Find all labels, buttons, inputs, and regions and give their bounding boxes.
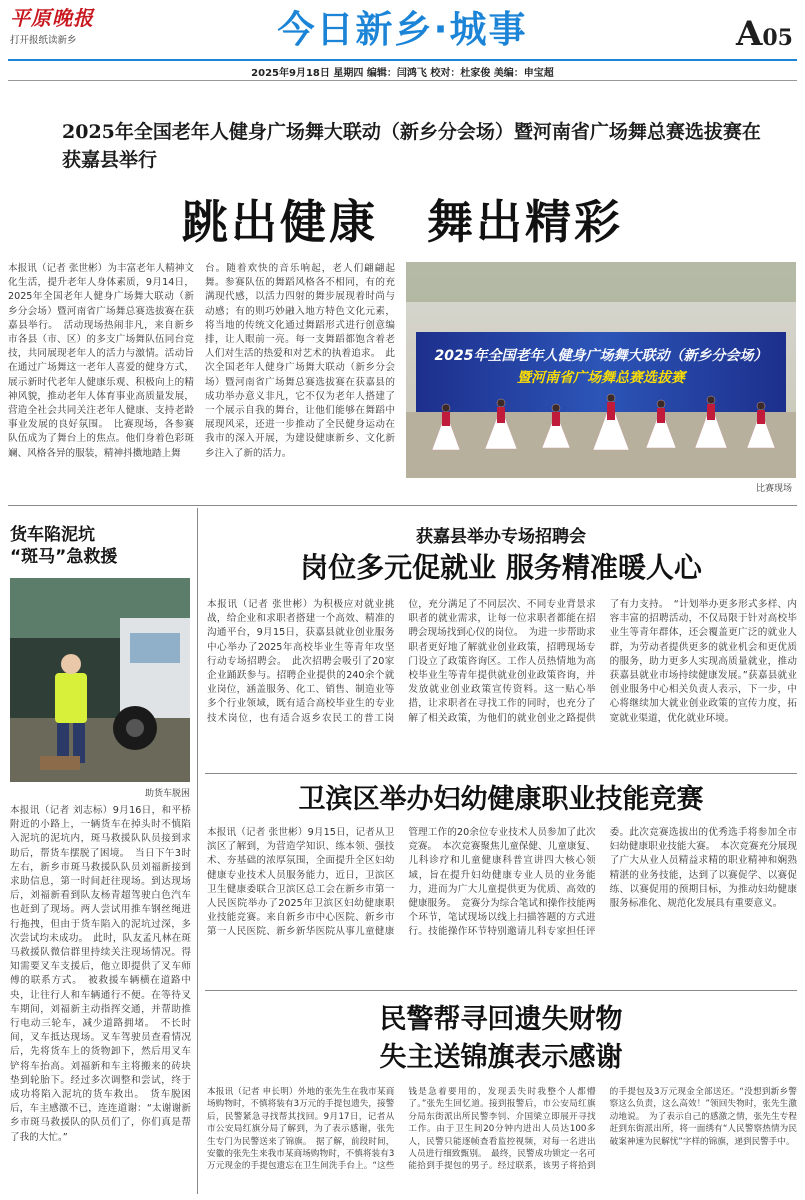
photo-banner-line2: 暨河南省广场舞总赛选拔赛 xyxy=(517,370,685,386)
photo-banner-line1: 2025年全国老年人健身广场舞大联动（新乡分会场） xyxy=(434,348,768,364)
story5-body: 本报讯（记者 申长明）外地的张先生在我市某商场购物时，不慎将装有3万元的手提包遗失，接警后，民警紧急寻找帮其找回。9月17日，记者从市公安局红旗分局了解到，为了表示感谢，张先生专门为民警送来了锦旗。 据了解，前段时间，安徽的张先生来我市某商场购物时，不慎将装有3万元现金的手提包遗忘在卫生间洗手台上。“这些钱是急着要用的，发现丢失时我整个人都懵了。”张先生回忆道。接到报警后，市公安局红旗分局东街派出所民警李钊、介国梁立即展开寻找工作。由于卫生间20分钟内进出人员达100多人，民警只能逐帧查看监控视频，对每一名进出人员进行细致甄别。 最终，民警成功锁定一名可能拾到手提包的男子。经过联系，该男子将拾到的手提包及3万元现金全部送还。“没想到新乡警察这么负责，这么高效！”领回失物时，张先生激动地说。 为了表示自己的感激之情，张先生专程赶到东街派出所，将一面绣有“人民警察热情为民 破案神速为民解忧”字样的锦旗，递到民警手中。 xyxy=(207,1087,797,1172)
story5-headline-line1: 民警帮寻回遗失财物 xyxy=(379,1004,623,1035)
story3-headline: 岗位多元促就业 服务精准暖人心 xyxy=(300,551,702,584)
story5-headline-line2: 失主送锦旗表示感谢 xyxy=(379,1042,623,1073)
brand-block xyxy=(10,6,115,46)
story1-photo-caption: 比赛现场 xyxy=(755,484,792,494)
section-title: 今日新乡·城事 xyxy=(277,8,528,51)
page-letter: A xyxy=(735,14,763,54)
story1-kicker: 2025年全国老年人健身广场舞大联动（新乡分会场）暨河南省广场舞总赛选拔赛在获嘉县举行 xyxy=(62,121,761,171)
story1-headline: 跳出健康 舞出精彩 xyxy=(182,195,623,249)
column-divider xyxy=(197,508,198,1194)
brand-slogan: 打开报纸读新乡 xyxy=(10,35,77,46)
story1-column2: 台。随着欢快的音乐响起，老人们翩翩起舞。参赛队伍的舞蹈风格各不相同，有的充满现代感，以活力四射的舞步展现着时尚与动感；有的则巧妙融入地方特色文化元素，将当地的传统文化通过舞蹈形式进行创意编排，让人眼前一亮。每一支舞蹈都饱含着老人们对生活的热爱和对艺术的执着追求。 此次全国老年人健身广场舞大联动（新乡分会场）暨河南省广场舞总赛选拔赛在获嘉县的成功举办意义非凡，它不仅为老年人搭建了一个展示自我的舞台，让他们能够在舞蹈中展现风采，还进一步推动了全民健身运动在我市的深入开展，为建设健康新乡、文化新乡注入了新的活力。 xyxy=(205,263,395,459)
page-number xyxy=(736,14,793,54)
story2-photo-caption: 助货车脱困 xyxy=(144,789,190,799)
header-rule xyxy=(8,59,797,61)
story1-photo xyxy=(406,262,796,478)
brand-logo: 平原晚报 xyxy=(10,6,94,30)
section-divider xyxy=(8,505,797,506)
dance-stage-illustration xyxy=(406,262,796,478)
dateline: 2025年9月18日 星期四 编辑：闫鸿飞 校对：杜家俊 美编：申宝超 xyxy=(251,68,554,79)
story2-photo xyxy=(10,578,190,782)
story4-body: 本报讯（记者 张世彬）9月15日，记者从卫滨区了解到，为营造学知识、练本领、强技术、夯基础的浓厚氛围，全面提升全区妇幼健康专业技术人员服务能力，近日，卫滨区卫生健康委联合卫滨区总工会在新乡市第一人民医院举办了2025年卫滨区妇幼健康职业技能竞赛。来自新乡市中心医院、新乡市第一人民医院、新乡新华医院从事儿童健康管理工作的20余位专业技术人员参加了此次竞赛。 本次竞赛聚焦儿童保健、儿童康复、儿科诊疗和儿童健康科普宣讲四大核心领域，旨在提升妇幼健康专业人员的业务能力，进而为广大儿童提供更为优质、高效的健康服务。 竞赛分为综合笔试和操作技能两个环节，笔试现场以线上扫描答题的方式进行。技能操作环节特别邀请儿科专家担任评委。此次竞赛选拔出的优秀选手将参加全市妇幼健康职业技能大赛。 本次竞赛充分展现了广大从业人员精益求精的职业精神和娴熟精湛的业务技能，达到了以赛促学、以赛促练、以赛促用的预期目标，为推动妇幼健康服务标准化、规范化发展具有重要意义。 xyxy=(207,827,797,938)
story3-kicker: 获嘉县举办专场招聘会 xyxy=(416,527,586,547)
story2-headline2: “斑马”急救援 xyxy=(10,547,118,567)
story2-headline: 货车陷泥坑 xyxy=(10,525,95,545)
truck-rescue-illustration xyxy=(10,578,190,782)
story1-column1: 本报讯（记者 张世彬）为丰富老年人精神文化生活，提升老年人身体素质，9月14日，2025年全国老年人健身广场舞大联动（新乡分会场）暨河南省广场舞总赛选拔赛在获嘉县举行。 活动现场热闹非凡，来自新乡市各县（市、区）的多支广场舞队伍同台竞技，共同展现老年人的活力与激情。活动旨在通过广场舞这一老年人喜爱的健身方式，展示新时代老年人健康乐观、积极向上的精神风貌，推动老年人体育事业高质量发展，营造全社会共同关注老年人健康、支持老龄事业发展的良好氛围。 比赛现场，各参赛队伍成为了舞台上的焦点。他们身着色彩斑斓、风格各异的服装，精神抖擞地踏上舞 xyxy=(8,263,194,459)
section-divider-3 xyxy=(205,990,797,991)
header-rule-thin xyxy=(8,80,797,81)
story3-body: 本报讯（记者 张世彬）为积极应对就业挑战，给企业和求职者搭建一个高效、精准的沟通平台，9月15日，获嘉县就业创业服务中心举办了2025年高校毕业生等青年攻坚行动专场招聘会。 此次招聘会吸引了20家企业踊跃参与。招聘企业提供的240余个就业岗位，涵盖服务、化工、销售、制造业等多个行业领域，既有适合高校毕业生的专业技术岗位，也有适合返乡农民工的普工岗位，充分满足了不同层次、不同专业背景求职者的就业需求，让每一位求职者都能在招聘会现场找到心仪的岗位。 为进一步帮助求职者更好地了解就业创业政策，招聘现场专门设立了政策咨询区。工作人员热情地为高校毕业生等青年提供就业创业政策咨询，并发放就业创业政策宣传资料。这一贴心举措，让求职者在寻找工作的同时，也充分了解了相关政策，为他们的就业创业之路提供了有力支持。 “计划举办更多形式多样、内容丰富的招聘活动，不仅局限于针对高校毕业生等青年群体，还会覆盖更广泛的就业人群，为劳动者提供更多的就业机会和更优质的服务，助力更多人实现高质量就业，推动获嘉县就业市场持续健康发展。”获嘉县就业创业服务中心相关负责人表示，下一步，中心将继续加大就业创业政策的宣传力度，拓宽就业渠道，优化就业环境。 xyxy=(207,599,797,724)
section-divider-2 xyxy=(205,773,797,774)
page-digits: 05 xyxy=(762,25,793,51)
story2-body: 本报讯（记者 刘志标）9月16日，和平桥附近的小路上，一辆货车在掉头时不慎陷入泥坑的泥坑内，斑马救援队队员接到求助后，帮货车摆脱了困境。 当日下午3时左右，新乡市斑马救援队队员刘福新接到求助信息，第一时间赶往现场。到达现场后，刘福新看到队友杨青超驾驶白色汽车也赶到了现场。两人尝试用推车钢丝绳进行拖拽，但由于货车陷入的泥坑过深，多次尝试均未成功。 此时，队友孟凡林在斑马救援队微信群里持续关注现场情况。得知需要叉车支援后，他立即提供了叉车师傅的联系方式。 被救援车辆横在道路中央，让往行人和车辆通行不便。在等待叉车期间，刘福新主动指挥交通，并帮助推行电动三轮车，减少道路拥堵。 不长时间，叉车抵达现场。叉车驾驶员查看情况后，先将货车上的货物卸下，然后用叉车铲将车抬高。刘福新和车主将搬来的砖块垫到轮胎下。经过多次调整和尝试，终于成功将陷入泥坑的货车救出。 货车脱困后，车主感激不已，连连道谢：“太谢谢新乡市斑马救援队的队员们了，你们真是帮了我的大忙。” xyxy=(10,805,191,1143)
story4-headline: 卫滨区举办妇幼健康职业技能竞赛 xyxy=(298,784,704,815)
